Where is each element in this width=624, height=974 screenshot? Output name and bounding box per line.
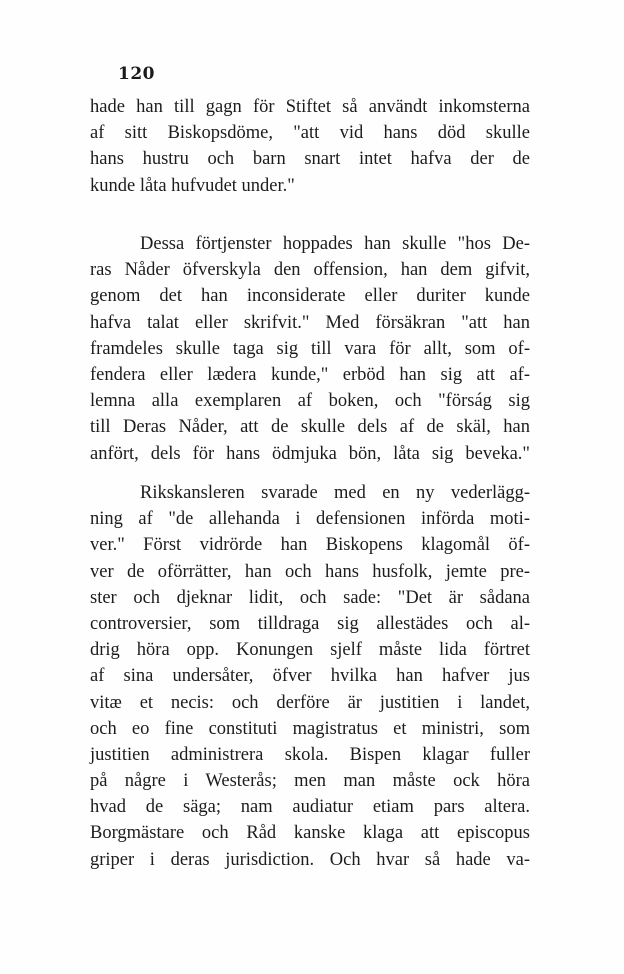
paragraph-3 xyxy=(90,480,530,873)
text-line: hvad de säga; nam audiatur etiam pars altera. xyxy=(90,797,530,818)
text-line: genom det han inconsiderate eller duriter kunde xyxy=(90,286,530,307)
paragraph-2 xyxy=(90,231,530,467)
text-line: Rikskansleren svarade med en ny vederlägg- xyxy=(140,483,530,503)
text-line: anfört, dels för hans ödmjuka bön, låta sig beveka." xyxy=(90,443,530,464)
text-line: griper i deras jurisdiction. Och hvar så hade va- xyxy=(90,849,530,870)
text-line: Borgmästare och Råd kanske klaga att episcopus xyxy=(90,823,530,844)
paragraph-1 xyxy=(90,94,530,199)
text-line: fendera eller lædera kunde," erböd han sig att af- xyxy=(90,364,530,385)
text-line: justitien administrera skola. Bispen klagar fuller xyxy=(90,744,530,765)
text-line: ver." Först vidrörde han Biskopens klagomål öf- xyxy=(90,535,530,556)
text-line: på någre i Westerås; men man måste ock höra xyxy=(90,771,530,792)
text-line: hans hustru och barn snart intet hafva der de xyxy=(90,149,530,170)
text-line: controversier, som tilldraga sig allestädes och al- xyxy=(90,613,530,634)
text-line: kunde låta hufvudet under." xyxy=(90,175,295,196)
text-line: ning af "de allehanda i defensionen införda moti- xyxy=(90,509,530,530)
text-line: ster och djeknar lidit, och sade: "Det är sådana xyxy=(90,587,530,608)
text-line: framdeles skulle taga sig till vara för allt, som of- xyxy=(90,338,530,359)
text-line: ver de oförrätter, han och hans husfolk, jemte pre- xyxy=(90,561,530,582)
text-line: af sitt Biskopsdöme, "att vid hans död skulle xyxy=(90,123,530,144)
text-line: af sina undersåter, öfver hvilka han hafver jus xyxy=(90,666,530,687)
text-line: lemna alla exemplaren af boken, och "förság sig xyxy=(90,391,530,412)
text-line: hafva talat eller skrifvit." Med försäkran "att han xyxy=(90,312,530,333)
text-line: hade han till gagn för Stiftet så användt inkomsterna xyxy=(90,97,530,117)
text-line: till Deras Nåder, att de skulle dels af de skäl, han xyxy=(90,417,530,438)
page-number: 120 xyxy=(118,64,155,84)
text-line: ras Nåder öfverskyla den offension, han dem gifvit, xyxy=(90,260,530,281)
text-line: och eo fine constituti magistratus et ministri, som xyxy=(90,718,530,739)
text-line: vitæ et necis: och derföre är justitien i landet, xyxy=(90,692,530,713)
text-line: Dessa förtjenster hoppades han skulle "hos De- xyxy=(140,234,530,254)
text-line: drig höra opp. Konungen sjelf måste lida förtret xyxy=(90,640,530,661)
